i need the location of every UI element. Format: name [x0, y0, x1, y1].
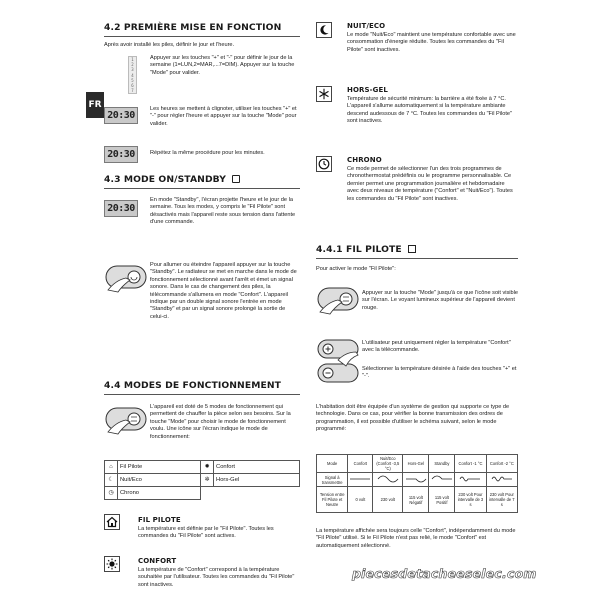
sun-icon: [104, 556, 120, 572]
nuit-eco-title: NUIT/ECO: [347, 22, 386, 30]
s42-p3: Répétez la même procédure pour les minutes.: [150, 150, 265, 156]
s441-p2: L'utilisateur peut uniquement régler la température "Confort" avec la télécommande.: [362, 340, 511, 354]
s43-p2: Pour allumer ou éteindre l'appareil appuyer sur la touche "Standby". Le radiateur se met en marche dans le mode de fonctionnement sélectionné avant l'arrêt et émet un signal sonore. Dans le cas de changement des piles, la télécommande s'allumera en mode "Confort". L'appareil indique par un double signal sonore l'entrée en mode "Standby" et par un signal sonore prolongé la sortie de celui-ci.: [150, 262, 297, 320]
signal-waveform-icon: [486, 473, 517, 487]
section-4-4-heading: 4.4 MODES DE FONCTIONNEMENT: [104, 380, 281, 391]
divider: [104, 36, 300, 37]
s44-p1: L'appareil est doté de 5 modes de fonctionnement qui permettent de chauffer la pièce selon ses besoins. Sur la touche "Mode" pour choisir le mode de fonctionnement voulu. Une icône sur l'écran indique le mode de fonctionnement:: [150, 404, 291, 440]
signal-table: [316, 454, 518, 513]
moon-icon: ☾: [105, 474, 118, 487]
table-header-cell: Confort -1 °C: [455, 455, 486, 473]
signal-waveform-icon: [373, 473, 403, 487]
table-header-cell: Hors-Gel: [403, 455, 429, 473]
nuit-eco-text: Le mode "Nuit/Eco" maintient une température confortable avec une consommation d'énergie réduite. Toutes les commandes du "Fil Pilote" sont inactives.: [347, 32, 516, 53]
lcd-display: 20:30: [104, 200, 138, 217]
signal-waveform-icon: [403, 473, 429, 487]
table-cell: 115 volt Positif: [429, 487, 455, 513]
empty-cell: [214, 487, 300, 500]
table-cell: 230 volt Pour intervalle de 7 s: [486, 487, 517, 513]
mode-label: Hors-Gel: [214, 474, 300, 487]
row-label: Signal à transmettre: [317, 473, 348, 487]
snowflake-icon: ✲: [201, 474, 214, 487]
s42-p2: Les heures se mettent à clignoter, utiliser les touches "+" et "-" pour régler l'heure et appuyer sur la touche "Mode" pour valider.: [150, 106, 297, 127]
lcd-display: 20:30: [104, 107, 138, 124]
watermark: piecesdetacheeselec.com: [352, 566, 537, 581]
snowflake-icon: [316, 86, 332, 102]
modes-row: [105, 487, 300, 500]
section-4-3-title: 4.3 MODE ON/STANDBY: [104, 174, 227, 185]
mode-label: Nuit/Eco: [118, 474, 201, 487]
table-header-row: [317, 455, 518, 473]
mode-label: Fil Pilote: [118, 461, 201, 474]
table-header-cell: Mode: [317, 455, 348, 473]
s441-p4: L'habitation doit être équipée d'un système de gestion qui supporte ce type de technologie. Dans ce cas, pour vérifier la bonne transmission des ordres de programmation, il est possible d'utiliser le schéma suivant, selon le mode programmé:: [316, 404, 510, 433]
table-row: [317, 473, 518, 487]
lcd-display: 20:30: [104, 146, 138, 163]
hand-pressing-mode-button-icon: [104, 404, 150, 436]
empty-cell: [201, 487, 214, 500]
table-header-cell: Confort -2 °C: [486, 455, 517, 473]
s42-intro: Après avoir installé les piles, définir le jour et l'heure.: [104, 42, 235, 48]
hand-pressing-plus-minus-icon: [316, 338, 362, 386]
divider: [316, 258, 518, 259]
section-4-2-heading: 4.2 PREMIÈRE MISE EN FONCTION: [104, 22, 282, 33]
clock-icon: [316, 156, 332, 172]
divider: [104, 188, 300, 189]
house-icon: [104, 514, 120, 530]
s43-p1: En mode "Standby", l'écran projette l'heure et le jour de la semaine. Tous les modes, y compris le "Fil Pilote" sont désactivés mais l'appareil reste sous tension dans l'attente d'une commande.: [150, 197, 296, 226]
clock-icon: ◷: [105, 487, 118, 500]
chrono-text: Ce mode permet de sélectionner l'un des trois programmes de chronothermostat prédéfinis ou le programme personnalisable. Ce dernier permet une programmation journalière et hebdomadaire avec deux niveaux de température ("Confort" et "Nuit/Eco"). Toutes les commandes du "Fil Pilote" sont inactives.: [347, 166, 513, 202]
mode-label: Chrono: [118, 487, 201, 500]
sun-icon: ✹: [201, 461, 214, 474]
modes-row: [105, 474, 300, 487]
section-4-4-1-heading: [316, 244, 416, 255]
table-cell: 0 volt: [348, 487, 373, 513]
s441-intro: Pour activer le mode "Fil Pilote":: [316, 266, 396, 272]
section-4-3-heading: [104, 174, 240, 185]
modes-table: [104, 460, 300, 500]
table-cell: 230 volt Pour intervalle de 3 s: [455, 487, 486, 513]
signal-waveform-icon: [455, 473, 486, 487]
fil-pilote-text: La température est définie par le "Fil Pilote". Toutes les commandes du "Fil Pilote" sont actives.: [138, 526, 274, 540]
table-header-cell: Standby: [429, 455, 455, 473]
day-strip-icon: 1 2 3 4 5 6 7: [128, 56, 137, 94]
s441-p5: La température affichée sera toujours celle "Confort", indépendamment du mode "Fil Pilote" utilisé. Si le Fil Pilote n'est pas relié, le mode "Confort" est automatiquement sélectionné.: [316, 528, 516, 549]
fil-pilote-title: FIL PILOTE: [138, 516, 181, 524]
house-icon: ⌂: [105, 461, 118, 474]
power-icon: [232, 175, 240, 183]
mode-label: Confort: [214, 461, 300, 474]
house-icon: [408, 245, 416, 253]
section-4-4-1-title: 4.4.1 FIL PILOTE: [316, 244, 402, 255]
row-label: Tension entre Fil Pilote et Neutre: [317, 487, 348, 513]
moon-icon: [316, 22, 332, 38]
hand-pressing-mode-button-icon: [316, 284, 362, 316]
divider: [104, 394, 300, 395]
table-header-cell: Nuit/Eco (Confort -3,5 °C): [373, 455, 403, 473]
table-cell: 230 volt: [373, 487, 403, 513]
signal-waveform-icon: [348, 473, 373, 487]
hors-gel-text: Température de sécurité minimum: la barrière a été fixée à 7 °C. L'appareil s'allume automatiquement si la température ambiante descend audessous de 7 °C. Toutes les commandes du "Fil Pilote" sont inactives.: [347, 96, 512, 125]
table-row: [317, 487, 518, 513]
modes-row: [105, 461, 300, 474]
s441-p1: Appuyer sur la touche "Mode" jusqu'à ce que l'icône soit visible sur l'écran. Le voyant lumineux supérieur de l'appareil devient rouge.: [362, 290, 518, 311]
table-cell: 115 volt Négatif: [403, 487, 429, 513]
s42-p1: Appuyer sur les touches "+" et "-" pour définir le jour de la semaine (1=LUN,2=MAR,...7=DIM). Appuyer sur la touche "Mode" pour valider.: [150, 55, 295, 76]
hors-gel-title: HORS-GEL: [347, 86, 388, 94]
confort-title: CONFORT: [138, 557, 177, 565]
s441-p3: Sélectionner la température désirée à l'aide des touches "+" et "-".: [362, 366, 517, 380]
hand-pressing-button-icon: [104, 262, 150, 294]
chrono-title: CHRONO: [347, 156, 382, 164]
signal-waveform-icon: [429, 473, 455, 487]
table-header-cell: Confort: [348, 455, 373, 473]
confort-text: La température de "Confort" correspond à la température souhaitée par l'utilisateur. Toutes les commandes du "Fil Pilote" sont inactives.: [138, 567, 295, 588]
language-tab: FR: [86, 92, 104, 118]
